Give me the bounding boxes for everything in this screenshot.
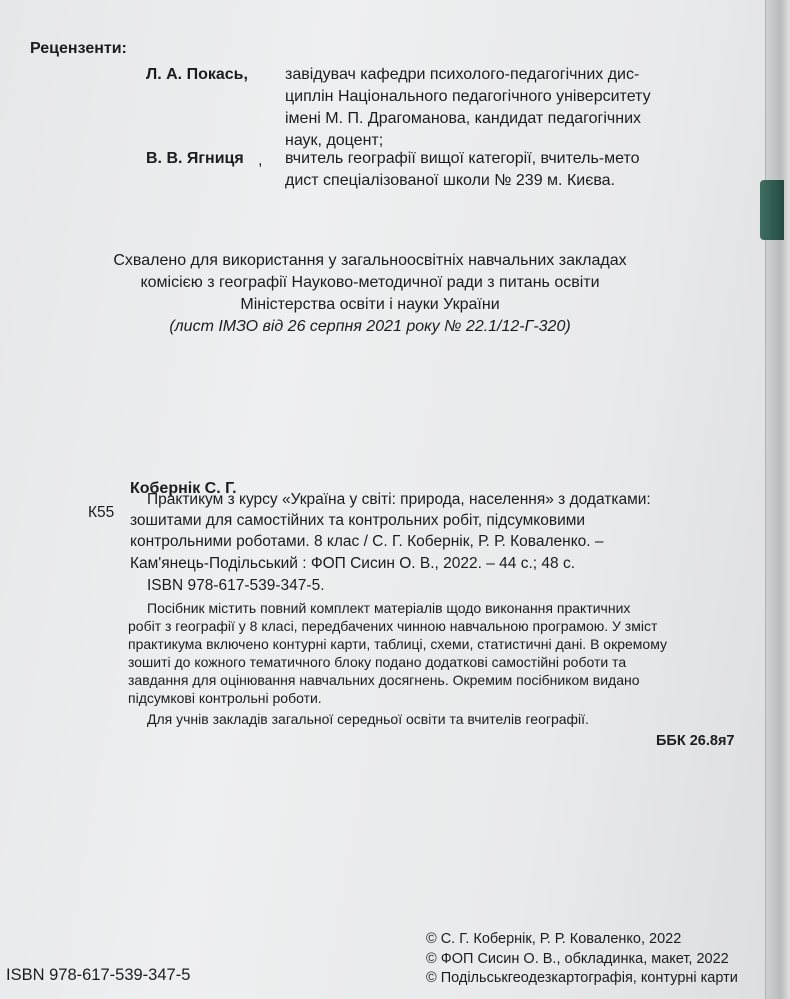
bbk-code: ББК 26.8я7	[656, 733, 735, 749]
description-line-3: практикума включено контурні карти, таблиці, схеми, статистичні дані. В окремому	[128, 636, 667, 652]
description-line-2: робіт з географії у 8 класі, передбачених чинною навчальною програмою. У зміст	[128, 618, 658, 634]
reviewer-1-name: Л. А. Покась,	[146, 66, 248, 83]
reviewers-heading: Рецензенти:	[30, 40, 127, 57]
description-line-5: завдання для оцінювання навчальних досягнень. Окремим посібником видано	[128, 672, 640, 688]
copyright-line-1: © С. Г. Кобернік, Р. Р. Коваленко, 2022	[426, 931, 682, 947]
copyright-line-3: © Подільськгеодезкартографія, контурні карти	[426, 970, 738, 986]
green-tab-marker	[760, 180, 784, 240]
reviewer-1-line-1: завідувач кафедри психолого-педагогічних дис-	[285, 66, 640, 83]
catalog-line-3: контрольними роботами. 8 клас / С. Г. Кобернік, Р. Р. Коваленко. –	[130, 533, 604, 550]
footer-isbn: ISBN 978-617-539-347-5	[6, 966, 191, 984]
audience-line: Для учнів закладів загальної середньої освіти та вчителів географії.	[147, 711, 589, 727]
catalog-line-4: Кам'янець-Подільський : ФОП Сисин О. В., 2022. – 44 с.; 48 с.	[130, 555, 576, 572]
description-line-4: зошиті до кожного тематичного блоку подано додаткові самостійні роботи та	[128, 654, 627, 670]
description-line-6: підсумкові контрольні роботи.	[128, 690, 322, 706]
catalog-code: К55	[88, 504, 115, 521]
reviewer-1-line-4: наук, доцент;	[285, 132, 384, 149]
approval-letter: (лист ІМЗО від 26 серпня 2021 року № 22.1/12-Г-320)	[169, 318, 571, 335]
catalog-author: Кобернік С. Г.	[130, 480, 237, 497]
description-line-1: Посібник містить повний комплект матеріалів щодо виконання практичних	[147, 600, 631, 616]
page-edge	[765, 0, 790, 999]
reviewer-2-line-2: дист спеціалізованої школи № 239 м. Києва.	[285, 172, 616, 189]
approval-line-1: Схвалено для використання у загальноосвітніх навчальних закладах	[113, 252, 627, 269]
reviewer-1-line-2: циплін Національного педагогічного університету	[285, 88, 651, 105]
reviewer-2-comma: ,	[258, 152, 263, 169]
reviewer-2-line-1: вчитель географії вищої категорії, вчитель-мето	[285, 150, 640, 167]
catalog-isbn: ISBN 978-617-539-347-5.	[147, 577, 325, 594]
approval-line-2: комісією з географії Науково-методичної ради з питань освіти	[140, 274, 600, 291]
catalog-line-2: зошитами для самостійних та контрольних робіт, підсумковими	[130, 512, 586, 529]
catalog-line-1: Практикум з курсу «Україна у світі: природа, населення» з додатками:	[147, 491, 651, 508]
approval-line-3: Міністерства освіти і науки України	[240, 296, 500, 313]
copyright-line-2: © ФОП Сисин О. В., обкладинка, макет, 2022	[426, 951, 729, 967]
reviewer-1-line-3: імені М. П. Драгоманова, кандидат педагогічних	[285, 110, 641, 127]
reviewer-2-name: В. В. Ягниця	[146, 150, 244, 167]
